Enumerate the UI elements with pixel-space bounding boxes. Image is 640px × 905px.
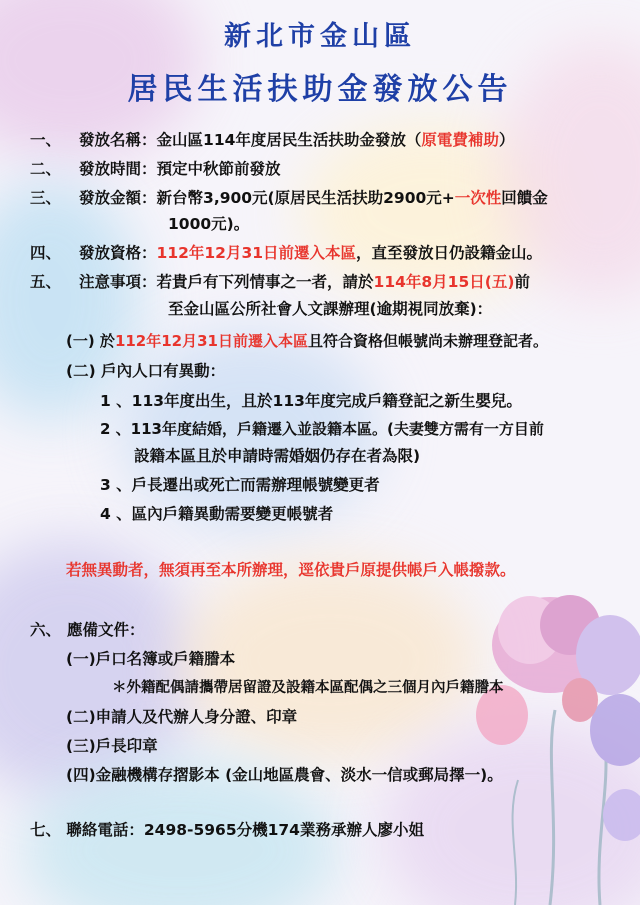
sub-item-2: (二) 戶內人口有異動： <box>66 362 226 380</box>
item-2: 二、 發放時間：預定中秋節前發放 <box>30 160 281 178</box>
notice-text: 若無異動者，無須再至本所辦理，逕依貴戶原提供帳戶入帳撥款。 <box>66 561 516 579</box>
title-line-2: 居民生活扶助金發放公告 <box>127 72 513 107</box>
contact-line: 七、 聯絡電話：2498-5965分機174業務承辦人廖小姐 <box>30 821 424 839</box>
sub-item-2-1: 1 、113年度出生，且於113年度完成戶籍登記之新生嬰兒。 <box>100 392 522 410</box>
item-3-continued: 1000元)。 <box>168 215 250 233</box>
title-line-1: 新北市金山區 <box>224 21 416 52</box>
item-3: 三、 發放金額：新台幣3,900元(原居民生活扶助2900元+一次性回饋金 <box>30 189 548 207</box>
item-5: 五、 注意事項：若貴戶有下列情事之一者，請於114年8月15日(五)前 <box>30 273 530 291</box>
sub-item-2-2-continued: 設籍本區且於申請時需婚姻仍存在者為限) <box>134 447 421 465</box>
sub-item-2-3: 3 、戶長遷出或死亡而需辦理帳號變更者 <box>100 476 380 494</box>
sub-item-1: (一) 於112年12月31日前遷入本區且符合資格但帳號尚未辦理登記者。 <box>66 332 549 350</box>
doc-2: (二)申請人及代辦人身分證、印章 <box>66 708 298 726</box>
item-6: 六、 應備文件： <box>30 621 145 639</box>
doc-3: (三)戶長印章 <box>66 737 158 755</box>
doc-1: (一)戶口名簿或戶籍謄本 <box>66 650 236 668</box>
item-5-continued: 至金山區公所社會人文課辦理(逾期視同放棄)： <box>168 300 493 318</box>
sub-item-2-2: 2 、113年度結婚，戶籍遷入並設籍本區。(夫妻雙方需有一方目前 <box>100 420 544 438</box>
sub-item-2-4: 4 、區內戶籍異動需要變更帳號者 <box>100 505 334 523</box>
item-4: 四、 發放資格：112年12月31日前遷入本區，直至發放日仍設籍金山。 <box>30 244 543 262</box>
item-1: 一、 發放名稱：金山區114年度居民生活扶助金發放（原電費補助） <box>30 131 515 149</box>
doc-4: (四)金融機構存摺影本 (金山地區農會、淡水一信或郵局擇一)。 <box>66 766 503 784</box>
doc-note: ＊外籍配偶請攜帶居留證及設籍本區配偶之三個月內戶籍謄本 <box>112 680 504 696</box>
